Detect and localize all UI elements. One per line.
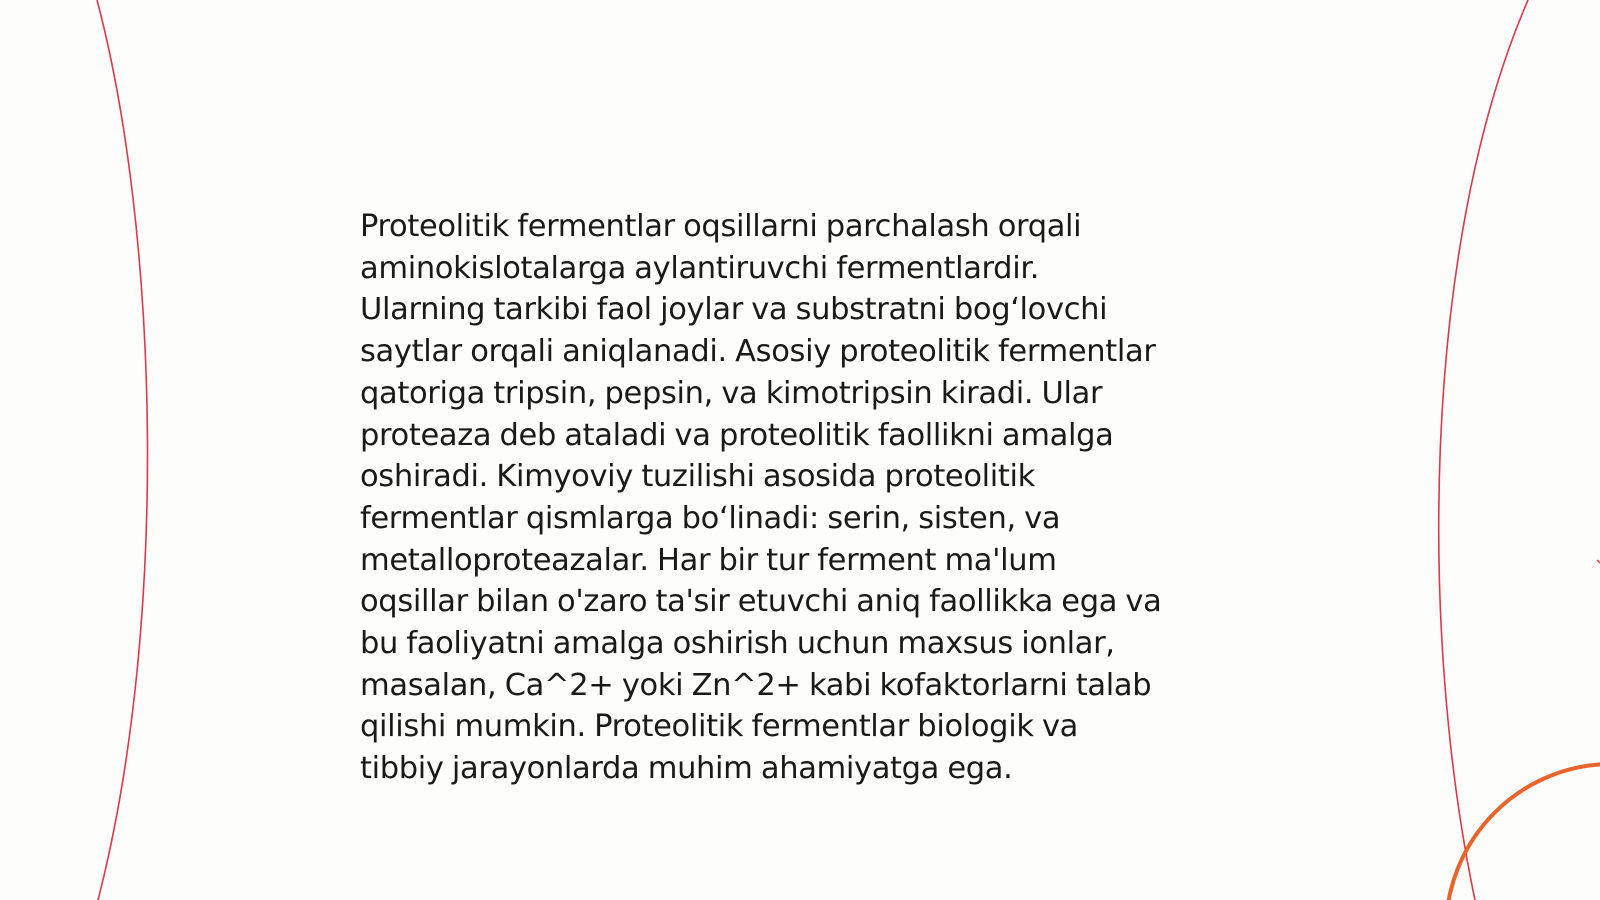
accent-circle-outline: [1446, 764, 1600, 900]
left-arc-line: [97, 0, 147, 900]
right-arc-line: [1439, 0, 1528, 900]
body-paragraph: Proteolitik fermentlar oqsillarni parchalash orqali aminokislotalarga aylantiruvchi fermentlardir. Ularning tarkibi faol joylar va substratni bog‘lovchi saytlar orqali aniqlanadi. Asosiy proteolitik fermentlar qatoriga tripsin, pepsin, va kimotripsin kiradi. Ular proteaza deb ataladi va proteolitik faollikni amalga oshiradi. Kimyoviy tuzilishi asosida proteolitik fermentlar qismlarga bo‘linadi: serin, sisten, va metalloproteazalar. Har bir tur ferment ma'lum oqsillar bilan o'zaro ta'sir etuvchi aniq faollikka ega va bu faoliyatni amalga oshirish uchun maxsus ionlar, masalan, Ca^2+ yoki Zn^2+ kabi kofaktorlarni talab qilishi mumkin. Proteolitik fermentlar biologik va tibbiy jarayonlarda muhim ahamiyatga ega.: [360, 209, 1162, 787]
